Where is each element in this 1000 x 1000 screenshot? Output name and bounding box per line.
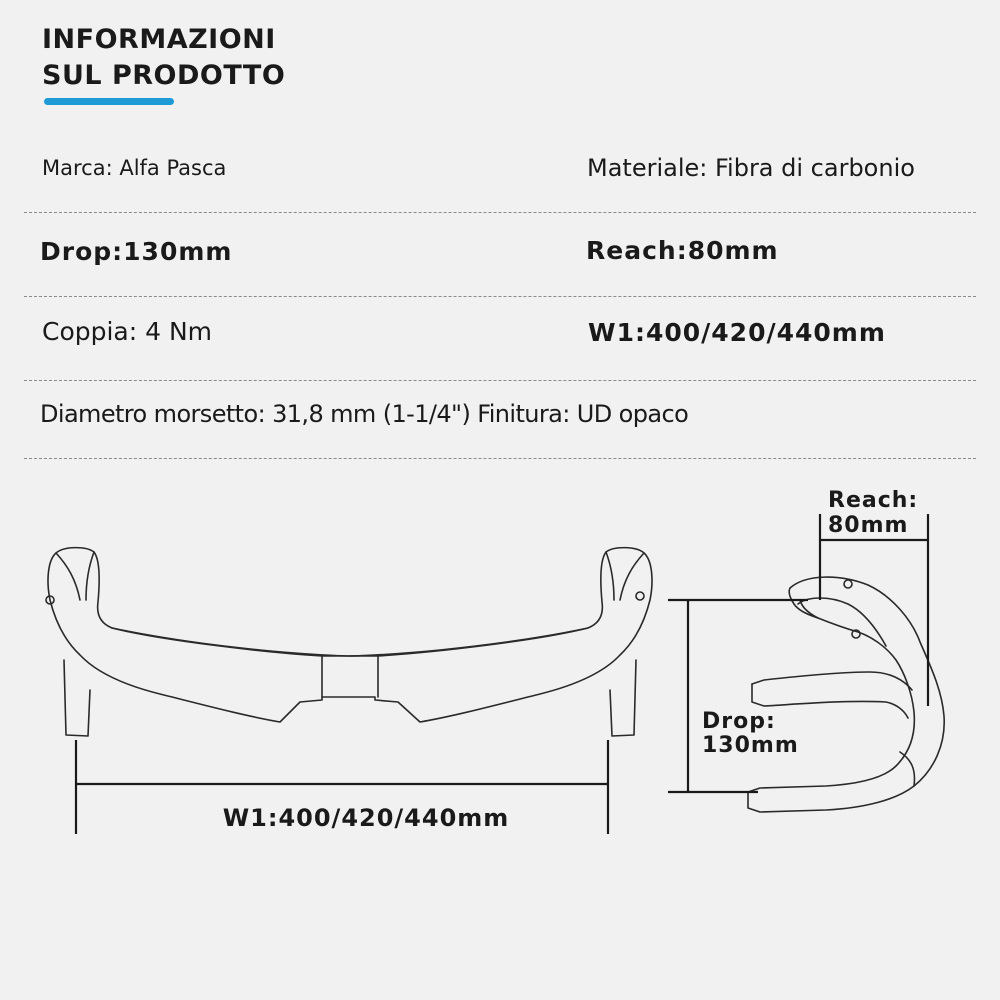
spec-drop: Drop:130mm (40, 237, 233, 266)
reach-dimension-label-1: Reach: (828, 488, 919, 513)
drop-dimension (668, 600, 808, 792)
spec-clamp-finish: Diametro morsetto: 31,8 mm (1-1/4") Finitura: UD opaco (40, 400, 689, 428)
page-title-line-1: INFORMAZIONI (42, 24, 276, 55)
reach-dimension-label-2: 80mm (828, 513, 909, 538)
spec-material: Materiale: Fibra di carbonio (587, 154, 915, 182)
page-title-line-2: SUL PRODOTTO (42, 60, 286, 91)
spec-reach: Reach:80mm (586, 236, 779, 265)
spec-width: W1:400/420/440mm (588, 318, 886, 347)
drop-dimension-label-2: 130mm (702, 733, 799, 758)
drop-dimension-label-1: Drop: (702, 709, 776, 734)
spec-torque: Coppia: 4 Nm (42, 317, 213, 346)
spec-brand: Marca: Alfa Pasca (42, 156, 227, 180)
width-dimension-label: W1:400/420/440mm (222, 804, 510, 832)
handlebar-front-view (46, 548, 652, 736)
handlebar-side-view (748, 577, 944, 812)
reach-dimension (820, 514, 928, 706)
